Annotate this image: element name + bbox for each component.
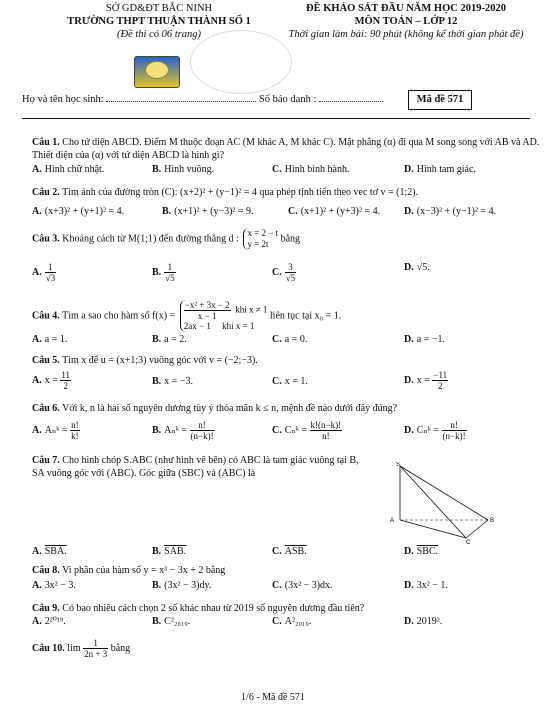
option-a[interactable]: a = 1. <box>44 334 68 345</box>
exam-title: ĐỀ KHẢO SÁT ĐẦU NĂM HỌC 2019-2020 <box>306 3 506 14</box>
option-b[interactable]: SAB. <box>164 546 187 557</box>
option-c[interactable]: ASB. <box>284 546 307 557</box>
option-b[interactable]: x = −3. <box>164 376 193 387</box>
question-number: Câu 3. <box>32 233 60 245</box>
option-a[interactable]: Aₙᵏ = $\frac{n!}{k!}$ <box>44 420 79 441</box>
dept-name: SỞ GD&ĐT BẮC NINH <box>105 3 213 14</box>
piecewise-function: $\frac{\text{−x² + 3x − 2}}{x - 1}$ khi x ≠ 1 2ax − 1 khi x = 1 <box>180 300 268 332</box>
vertex-s: S <box>396 462 401 468</box>
question-2 <box>32 186 540 199</box>
option-b[interactable]: $\frac{1}{√5}$ <box>165 262 175 283</box>
option-c[interactable]: (x+1)² + (y+3)² = 4. <box>300 206 381 217</box>
pyramid-figure <box>378 462 498 544</box>
exam-time: Thời gian làm bài: 90 phút (không kể thời gian phát đề) <box>288 29 524 40</box>
option-d[interactable]: 3x² − 1. <box>416 580 448 591</box>
question-number: Câu 6. <box>32 403 60 414</box>
question-number: Câu 9. <box>32 603 60 614</box>
option-d[interactable]: (x−3)² + (y−1)² = 4. <box>416 206 497 217</box>
option-c[interactable]: (3x² − 3)dx. <box>284 580 333 591</box>
question-7 <box>32 454 372 480</box>
options-7: A. SBA. B. SAB. C. ASB. D. SBC. <box>32 546 439 557</box>
question-3: Câu 3. Khoảng cách từ M(1;1) đến đường thẳng d : x = 2 − t y = 2t bằng <box>32 228 301 249</box>
question-text: Tìm x để u = (x+1;3) vuông góc với v = (−2;−3). <box>62 355 258 366</box>
school-logo-icon <box>134 56 180 88</box>
question-number: Câu 2. <box>32 187 60 198</box>
options-5: A. x = $\frac{11}{2}$ B. x = −3. C. x = 1. D. x = $\frac{-11}{2}$ <box>32 370 448 391</box>
option-b[interactable]: Aₙᵏ = $\frac{n!}{(n-k)!}$ <box>164 420 214 441</box>
question-6 <box>32 402 540 415</box>
exam-subject: MÔN TOÁN – LỚP 12 <box>354 16 458 27</box>
question-9 <box>32 602 540 615</box>
question-text: Tìm ảnh của đường tròn (C): (x+2)² + (y−1)² = 4 qua phép tịnh tiến theo vec tơ v = (1;2). <box>62 187 419 198</box>
question-number: Câu 5. <box>32 355 60 366</box>
options-4: A. a = 1. B. a = 2. C. a = 0. D. a = −1. <box>32 334 445 345</box>
question-number: Câu 8. <box>32 565 60 576</box>
option-c[interactable]: $\frac{3}{√5}$ <box>285 262 296 283</box>
exam-header <box>0 0 546 88</box>
vertex-c: C <box>466 540 471 544</box>
options-6: A. Aₙᵏ = $\frac{n!}{k!}$ B. Aₙᵏ = $\frac{n!}{(n-k)!}$ C. Cₙᵏ = $\frac{k!(n-k)!}{n!}$ D. Cₙᵏ = $\frac{n!}{(n-k)!}$ <box>32 420 466 441</box>
option-b[interactable]: (x+1)² + (y−3)² = 9. <box>174 206 254 217</box>
school-name: TRƯỜNG THPT THUẬN THÀNH SỐ 1 <box>67 16 251 27</box>
option-d[interactable]: x = $\frac{-11}{2}$ <box>416 370 448 391</box>
question-5 <box>32 354 540 367</box>
question-text: Với k, n là hai số nguyên dương tùy ý thỏa mãn k ≤ n, mệnh đề nào dưới đây đúng? <box>62 403 398 414</box>
question-number: Câu 1. <box>32 137 60 148</box>
option-d[interactable]: SBC. <box>416 546 439 557</box>
options-3: A. $\frac{1}{√3}$ B. $\frac{1}{√5}$ C. $\frac{3}{√5}$ D. √5. <box>32 262 430 283</box>
option-a[interactable]: Hình chữ nhật. <box>44 164 105 175</box>
question-text: Khoảng cách từ M(1;1) đến đường thẳng d : <box>62 233 239 245</box>
question-text: Tìm a sao cho hàm số f(x) = <box>62 310 176 322</box>
option-d[interactable]: Cₙᵏ = $\frac{n!}{(n-k)!}$ <box>416 420 466 441</box>
question-text: Cho tứ diện ABCD. Điểm M thuộc đoạn AC (M khác A, M khác C). Mặt phẳng (α) đi qua M song song với AB và AD. Thiết diện của (α) với tứ diện ABCD là hình gì? <box>32 137 540 161</box>
option-b[interactable]: (3x² − 3)dy. <box>164 580 212 591</box>
exam-code-box: Mã đề 571 <box>408 90 472 110</box>
header-divider <box>22 118 530 119</box>
question-text: Vi phân của hàm số y = x³ − 3x + 2 bằng <box>62 565 226 576</box>
question-text: Cho hình chóp S.ABC (như hình vẽ bên) có ABC là tam giác vuông tại B, SA vuông góc với (ABC). Góc giữa (SBC) và (ABC) là <box>32 455 359 479</box>
name-blank[interactable] <box>106 101 256 102</box>
student-info-line <box>22 94 383 105</box>
limit-fraction: $\frac{1}{2n + 3}$ <box>84 638 108 659</box>
id-label: Số báo danh : <box>258 94 317 105</box>
question-10: Câu 10. lim $\frac{1}{2n + 3}$ bằng <box>32 638 131 659</box>
option-b[interactable]: Hình vuông. <box>164 164 215 175</box>
question-4: Câu 4. Tìm a sao cho hàm số f(x) = $\frac{\text{−x² + 3x − 2}}{x - 1}$ khi x ≠ 1 2ax − 1 khi x = 1 liên tục tại x₀ = 1. <box>32 300 342 331</box>
option-a[interactable]: 2²⁰¹⁹. <box>44 616 66 627</box>
option-b[interactable]: a = 2. <box>164 334 187 345</box>
options-2: A. (x+3)² + (y+1)² = 4. B. (x+1)² + (y−3)² = 9. C. (x+1)² + (y+3)² = 4. D. (x−3)² + (y−1)² = 4. <box>32 206 497 217</box>
exam-info-block <box>272 2 540 41</box>
question-8 <box>32 564 540 577</box>
option-c[interactable]: Hình bình hành. <box>284 164 350 175</box>
line-system: x = 2 − t y = 2t <box>243 228 278 250</box>
id-blank[interactable] <box>319 101 383 102</box>
options-9: A. 2²⁰¹⁹. B. C²₂₀₁₉. C. A²₂₀₁₉. D. 2019². <box>32 616 443 627</box>
page-footer: 1/6 - Mã đề 571 <box>241 692 305 703</box>
option-a[interactable]: SBA. <box>44 546 67 557</box>
question-number: Câu 7. <box>32 455 60 466</box>
question-number: Câu 10. <box>32 642 65 654</box>
option-a[interactable]: (x+3)² + (y+1)² = 4. <box>44 206 125 217</box>
vertex-b: B <box>490 518 495 524</box>
name-label: Họ và tên học sinh: <box>22 94 104 105</box>
option-c[interactable]: Cₙᵏ = $\frac{k!(n-k)!}{n!}$ <box>284 420 342 441</box>
option-c[interactable]: x = 1. <box>284 376 308 387</box>
option-a[interactable]: x = $\frac{11}{2}$ <box>44 370 71 391</box>
option-c[interactable]: a = 0. <box>284 334 308 345</box>
options-8: A. 3x² − 3. B. (3x² − 3)dy. C. (3x² − 3)dx. D. 3x² − 1. <box>32 580 448 591</box>
question-1 <box>32 136 540 162</box>
question-text: Có bao nhiêu cách chọn 2 số khác nhau từ 2019 số nguyên dương đầu tiên? <box>62 603 365 614</box>
vertex-a: A <box>390 518 395 524</box>
option-c[interactable]: A²₂₀₁₉. <box>284 616 312 627</box>
page-count: (Đề thi có 06 trang) <box>117 29 201 40</box>
option-d[interactable]: Hình tam giác. <box>416 164 476 175</box>
option-d[interactable]: √5. <box>416 262 430 273</box>
option-b[interactable]: C²₂₀₁₉. <box>164 616 191 627</box>
option-a[interactable]: 3x² − 3. <box>44 580 76 591</box>
options-1: A. Hình chữ nhật. B. Hình vuông. C. Hình bình hành. D. Hình tam giác. <box>32 164 476 175</box>
question-number: Câu 4. <box>32 310 60 322</box>
option-a[interactable]: $\frac{1}{√3}$ <box>45 262 56 283</box>
option-d[interactable]: a = −1. <box>416 334 445 345</box>
option-d[interactable]: 2019². <box>416 616 443 627</box>
